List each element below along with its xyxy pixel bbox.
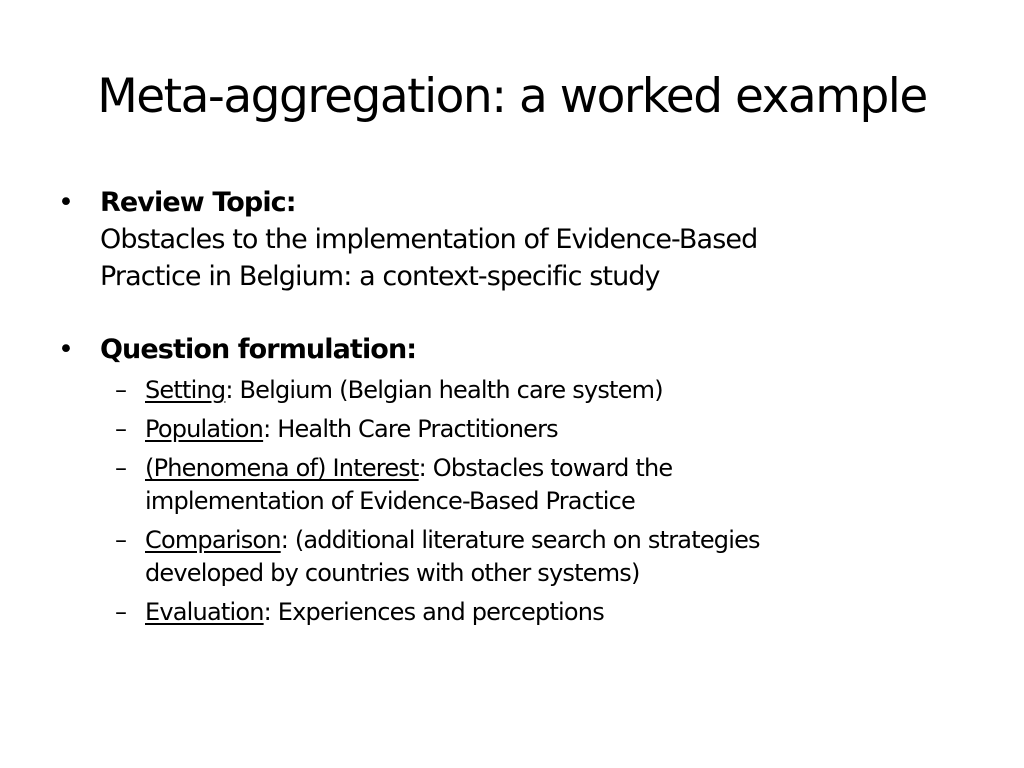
comparison-text-line-2: developed by countries with other systems) bbox=[145, 559, 640, 587]
review-topic-line-2: Practice in Belgium: a context-specific study bbox=[100, 261, 660, 292]
bullet-marker: • bbox=[58, 334, 74, 365]
comparison-text: : (additional literature search on strategies bbox=[280, 526, 760, 554]
dash-marker: – bbox=[115, 598, 127, 626]
dash-marker: – bbox=[115, 526, 127, 554]
population-label: Population bbox=[145, 415, 264, 443]
slide-content bbox=[58, 184, 958, 629]
population-text: : Health Care Practitioners bbox=[263, 415, 558, 443]
interest-text-line-2: implementation of Evidence-Based Practice bbox=[145, 487, 635, 515]
sub-item-comparison bbox=[100, 524, 958, 590]
dash-marker: – bbox=[115, 415, 127, 443]
dash-marker: – bbox=[115, 376, 127, 404]
interest-label: (Phenomena of) Interest bbox=[145, 454, 419, 482]
sub-item-population bbox=[100, 413, 958, 446]
question-sub-list bbox=[100, 374, 958, 629]
bullet-marker: • bbox=[58, 187, 74, 218]
setting-label: Setting bbox=[145, 376, 226, 404]
sub-item-evaluation bbox=[100, 596, 958, 629]
review-topic-line-1: Obstacles to the implementation of Evidence-Based bbox=[100, 224, 758, 255]
dash-marker: – bbox=[115, 454, 127, 482]
slide-title: Meta-aggregation: a worked example bbox=[97, 69, 927, 124]
evaluation-label: Evaluation bbox=[145, 598, 264, 626]
comparison-label: Comparison bbox=[145, 526, 281, 554]
review-topic-heading: Review Topic: bbox=[100, 187, 296, 218]
sub-item-interest bbox=[100, 452, 958, 518]
bullet-review-topic bbox=[58, 184, 958, 295]
interest-text: : Obstacles toward the bbox=[418, 454, 673, 482]
question-formulation-heading: Question formulation: bbox=[100, 334, 417, 365]
setting-text: : Belgium (Belgian health care system) bbox=[225, 376, 663, 404]
evaluation-text: : Experiences and perceptions bbox=[263, 598, 604, 626]
sub-item-setting bbox=[100, 374, 958, 407]
bullet-question-formulation bbox=[58, 331, 958, 629]
